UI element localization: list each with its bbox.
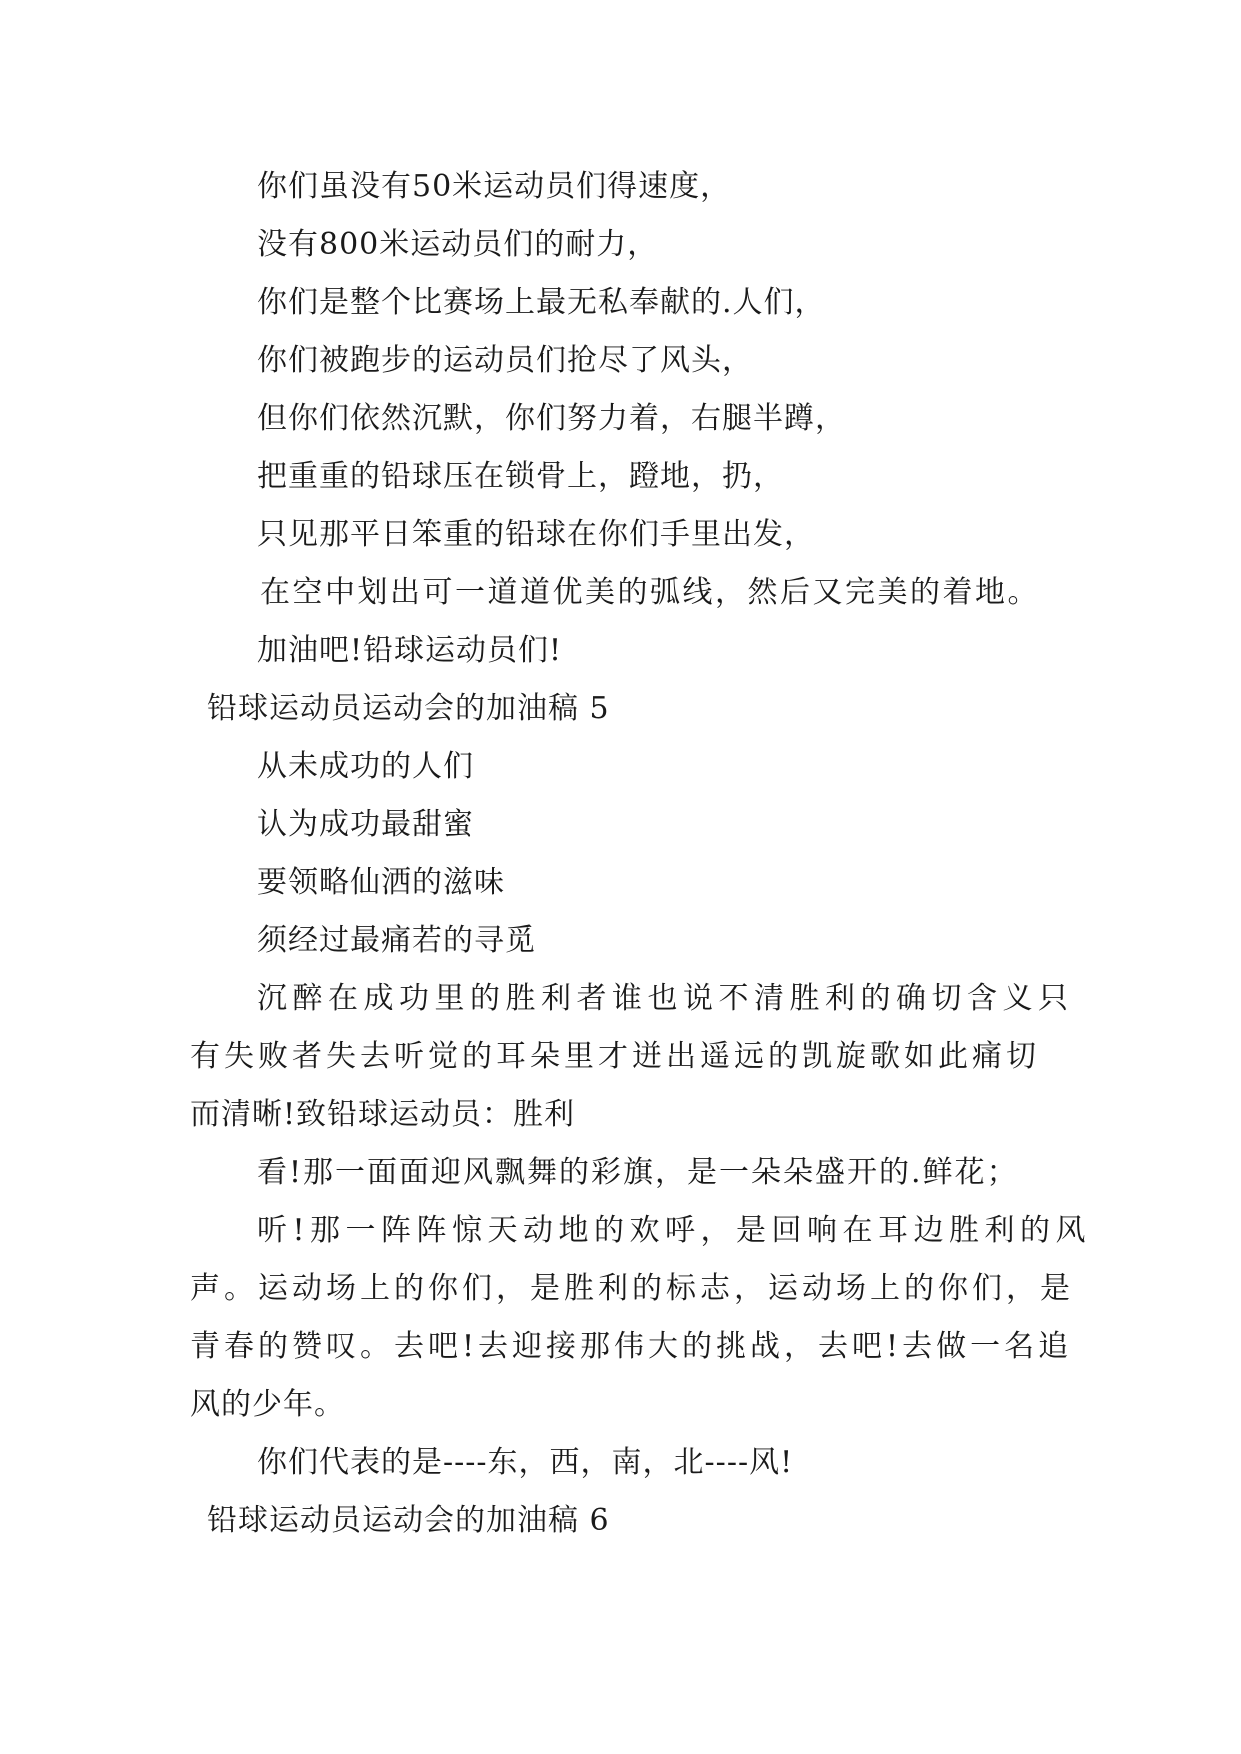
paragraph-line: 而清晰!致铅球运动员：胜利 [190,1097,576,1132]
paragraph-line: 风的少年。 [190,1387,345,1422]
poem-line: 你们虽没有50米运动员们得速度， [257,169,732,204]
poem-line: 你们被跑步的运动员们抢尽了风头， [257,343,753,378]
paragraph-line: 看!那一面面迎风飘舞的彩旗，是一朵朵盛开的.鲜花； [257,1155,1019,1190]
poem-line: 加油吧!铅球运动员们! [257,633,563,668]
paragraph-line: 沉醉在成功里的胜利者谁也说不清胜利的确切含义只 [257,981,1074,1016]
poem-line: 把重重的铅球压在锁骨上，蹬地，扔， [257,459,784,494]
poem-line: 在空中划出可一道道优美的弧线，然后又完美的着地。 [260,575,1040,610]
paragraph-line: 你们代表的是----东，西，南，北----风! [257,1445,794,1480]
paragraph-line: 有失败者失去听觉的耳朵里才迸出遥远的凯旋歌如此痛切 [190,1039,1040,1074]
poem-line: 须经过最痛若的寻觅 [257,923,536,958]
paragraph-line: 青春的赞叹。去吧!去迎接那伟大的挑战，去吧!去做一名追 [190,1329,1073,1364]
paragraph-line: 声。运动场上的你们，是胜利的标志，运动场上的你们，是 [190,1271,1074,1306]
section-heading-5: 铅球运动员运动会的加油稿 5 [207,691,610,726]
poem-line: 但你们依然沉默，你们努力着，右腿半蹲， [257,401,846,436]
poem-line: 你们是整个比赛场上最无私奉献的.人们， [257,285,826,320]
poem-line: 没有800米运动员们的耐力， [257,227,659,262]
paragraph-line: 听!那一阵阵惊天动地的欢呼，是回响在耳边胜利的风 [257,1213,1092,1248]
section-heading-6: 铅球运动员运动会的加油稿 6 [207,1503,610,1538]
poem-line: 从未成功的人们 [257,749,474,784]
poem-line: 只见那平日笨重的铅球在你们手里出发， [257,517,815,552]
poem-line: 要领略仙洒的滋味 [257,865,505,900]
poem-line: 认为成功最甜蜜 [257,807,474,842]
